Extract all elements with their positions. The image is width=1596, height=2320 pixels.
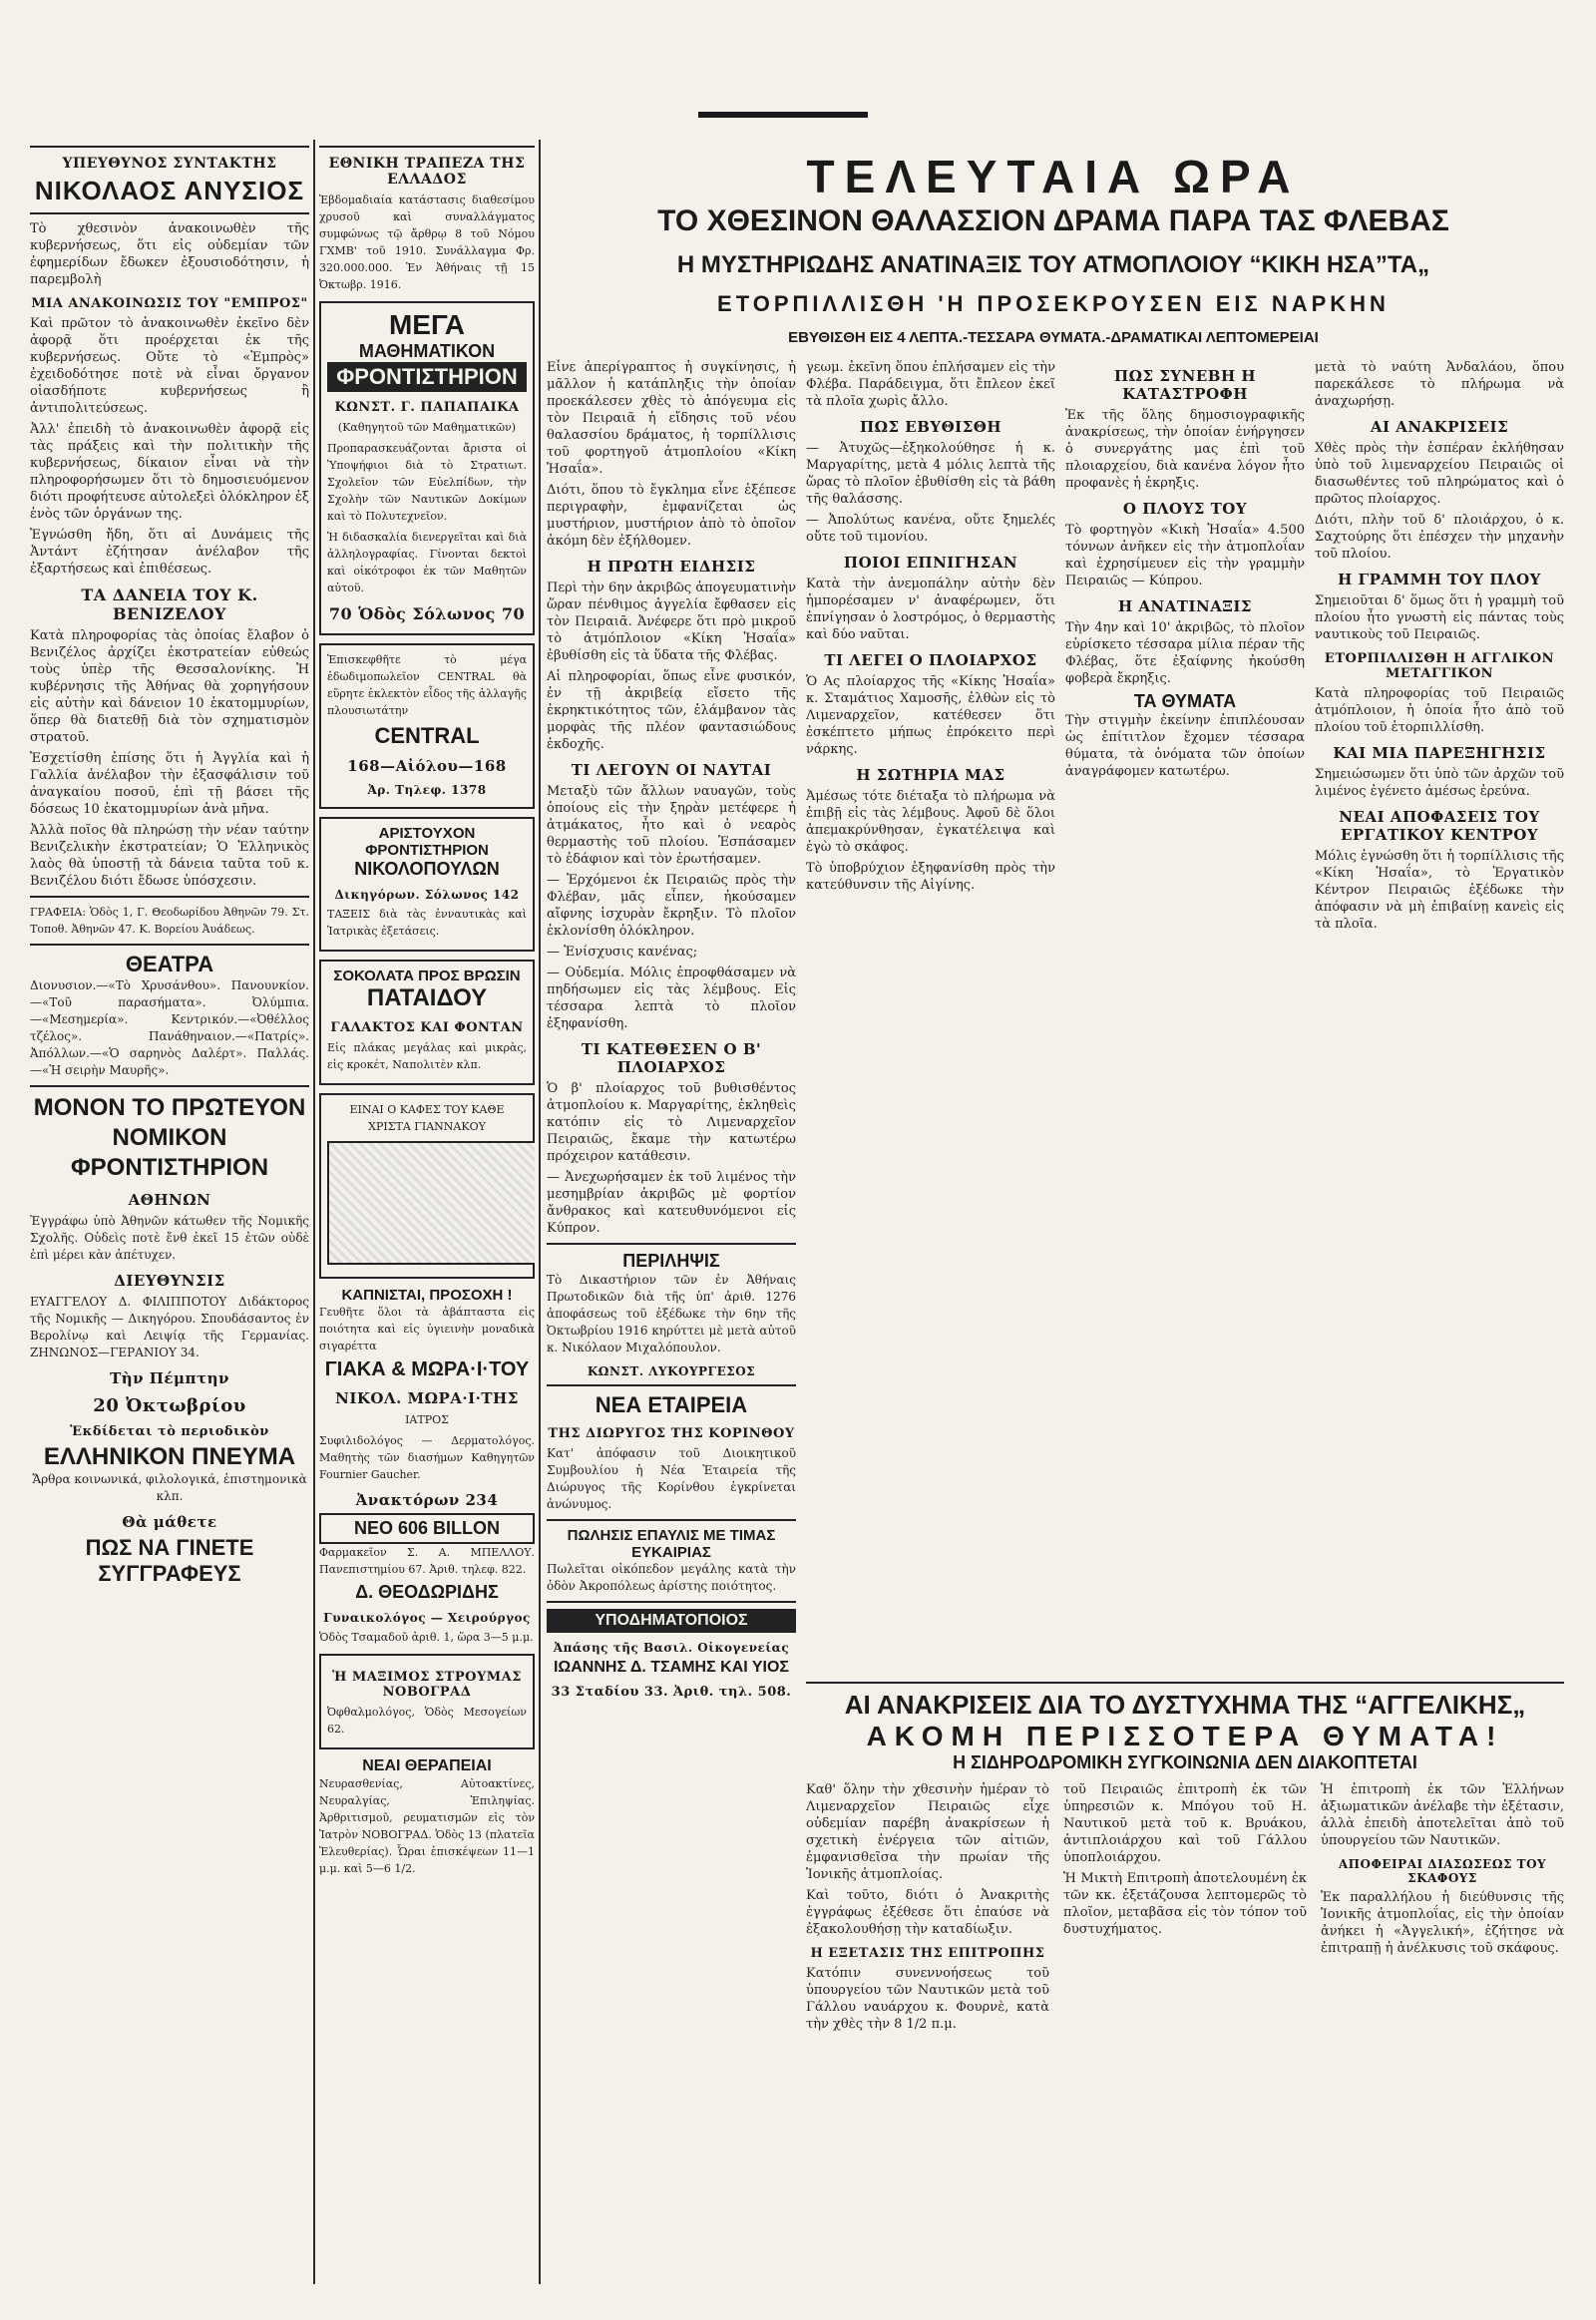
article-paragraph: — Ἀτυχῶς—ἐξηκολούθησε ἡ κ. Μαργαρίτης, μετὰ 4 μόλις λεπτὰ τῆς ὥρας τὸ πλοῖον ἐβυθίσθη εἰς τὰ βάθη τῆς θαλάσσης. (806, 441, 1055, 507)
ad-math-role: (Καθηγητοῦ τῶν Μαθηματικῶν) (337, 421, 517, 434)
ad-day: Τὴν Πέμπτην (110, 1369, 229, 1387)
ad3-address: Δικηγόρων. Σόλωνος 142 (334, 888, 520, 902)
doctor-text: Συφιλιδολόγος — Δερματολόγος. Μαθητὴς τῶν διασήμων Καθηγητῶν Fournier Gaucher. (319, 1434, 535, 1481)
article-paragraph: γεωμ. ἐκεῖνη ὅπου ἐπλήσαμεν εἰς τὴν Φλέβα. Παράδειγμα, ὅτι ἔπλεον ἐκεῖ τὰ πλοῖα χωρὶς ἄλλο. (806, 360, 1055, 409)
section-heading: ΤΙ ΛΕΓΕΙ Ο ΠΛΟΙΑΡΧΟΣ (824, 651, 1037, 669)
section-heading: ΑΠΟΦΕΙΡΑΙ ΔΙΑΣΩΣΕΩΣ ΤΟΥ ΣΚΑΦΟΥΣ (1338, 1857, 1547, 1885)
section-heading: Η ΣΩΤΗΡΙΑ ΜΑΣ (856, 766, 1005, 784)
dentist-role: Γυναικολόγος — Χειρούργος (323, 1611, 531, 1625)
ad-math-address: 70 Ὁδὸς Σόλωνος 70 (328, 604, 526, 623)
section-heading: ΜΙΑ ΑΝΑΚΟΙΝΩΣΙΣ ΤΟΥ "ΕΜΠΡΟΣ" (31, 296, 308, 311)
ad-date: 20 Ὀκτωβρίου (93, 1395, 246, 1416)
bottom-col-3 (1321, 1781, 1564, 2037)
section-heading: ΠΟΙΟΙ ΕΠΝΙΓΗΣΑΝ (843, 554, 1018, 572)
section-heading: ΑΙ ΑΝΑΚΡΙΣΕΙΣ (1370, 418, 1509, 436)
section-heading: ΝΕΑΙ ΑΠΟΦΑΣΕΙΣ ΤΟΥ ΕΡΓΑΤΙΚΟΥ ΚΕΝΤΡΟΥ (1339, 808, 1540, 844)
eye-title: Ἡ ΜΑΞΙΜΟΣ ΣΤΡΟΥΜΑΣ ΝΟΒΟΓΡΑΔ (332, 1670, 522, 1700)
sale-text: Πωλεῖται οἰκόπεδον μεγάλης κατὰ τὴν ὁδὸν Ἀκροπόλεως ἀρίστης ποιότητος. (547, 1562, 796, 1593)
ad-math-line3: ΦΡΟΝΤΙΣΤΗΡΙΟΝ (327, 362, 527, 392)
article-paragraph: Κατὰ τὴν ἀνεμοπάλην αὐτὴν δὲν ἠμπορέσαμεν ν' ἀναφέρωμεν, ὅτι ἐπνίγησαν ὁ λοστρόμος, ὁ θερμαστὴς καὶ δύο ναῦται. (806, 577, 1055, 642)
article-paragraph: Ἡ ἐπιτροπὴ ἐκ τῶν Ἑλλήνων ἀξιωματικῶν ἀνέλαβε τὴν ἐξέτασιν, ἀλλὰ ἐπειδὴ ἀποτελεῖται ἀπὸ τοῦ ὑπουργείου τῶν Ναυτικῶν. (1321, 1782, 1564, 1848)
directors-text: ΕΥΑΓΓΕΛΟΥ Δ. ΦΙΛΙΠΠΟΤΟΥ Διδάκτορος τῆς Νομικῆς — Δικηγόρου. Σπουδάσαντος ἐν Βερολίνῳ καὶ Λειψίᾳ τῆς Γερμανίας. ΖΗΝΩΝΟΣ—ΓΕΡΑΝΙΟΥ 34. (30, 1295, 309, 1359)
section-heading: ΠΩΣ ΕΒΥΘΙΣΘΗ (859, 418, 1002, 436)
bottom-headline1: ΑΙ ΑΝΑΚΡΙΣΕΙΣ ΔΙΑ ΤΟ ΔΥΣΤΥΧΗΜΑ ΤΗΣ “ΑΓΓΕΛΙΚΗΣ„ (844, 1690, 1526, 1720)
article-paragraph: Ἐγνώσθη ἤδη, ὅτι αἱ Δυνάμεις τῆς Ἀντάντ ἐζήτησαν ἀνέλαβον τῆς ἐξαρτήσεως καὶ ἐπιθέσεως. (30, 528, 309, 577)
notice-title: ΠΕΡΙΛΗΨΙΣ (622, 1251, 720, 1271)
shoe-address: 33 Σταδίου 33. Ἀριθ. τηλ. 508. (551, 1685, 792, 1700)
column-4 (806, 359, 1055, 1666)
article-paragraph: Διότι, ὅπου τὸ ἔγκλημα εἶνε ἐξέπεσε περιγραφὴν, ἐμφανίζεται ὡς μυστήριον, μυστήριον ἀπὸ τὸ ὁποῖον ἀκόμη δὲν ἐξήλθομεν. (547, 483, 796, 549)
notice-text: Τὸ Δικαστήριον τῶν ἐν Ἀθήναις Πρωτοδικῶν διὰ τῆς ὑπ' ἀριθ. 1276 ἀποφάσεως τοῦ ἐξέδωκε τὴν 6ην τῆς Ὀκτωβρίου 1916 κηρύττει μὲ μετὰ αὐτοῦ κ. Νικόλαον Μιχαλόπουλον. (547, 1273, 796, 1354)
section-heading: ΠΩΣ ΣΥΝΕΒΗ Η ΚΑΤΑΣΤΡΟΦΗ (1113, 367, 1257, 403)
doctor-role: ΙΑΤΡΟΣ (405, 1413, 449, 1426)
column-divider (539, 140, 541, 2284)
column-2 (319, 140, 535, 2284)
dentist-title: Δ. ΘΕΟΔΩΡΙΔΗΣ (355, 1582, 499, 1602)
editor-label: ΥΠΕΥΘΥΝΟΣ ΣΥΝΤΑΚΤΗΣ (62, 156, 277, 172)
section-heading: ΤΙ ΚΑΤΕΘΕΣΕΝ Ο Β' ΠΛΟΙΑΡΧΟΣ (581, 1040, 762, 1076)
headline-line1: ΤΟ ΧΘΕΣΙΝΟΝ ΘΑΛΑΣΣΙΟΝ ΔΡΑΜΑ ΠΑΡΑ ΤΑΣ ΦΛΕΒΑΣ (657, 204, 1449, 237)
article-paragraph: Αἱ πληροφορίαι, ὅπως εἶνε φυσικόν, ἐν τῇ ἀκριβείᾳ εἴσετο τῆς ἐκρηκτικότητος τῶν, ἐλάμβανον τὰς μορφὰς τῆς πλέον φαντασιώδους ἐκδοχῆς. (547, 669, 796, 752)
article-paragraph: Τὸ φορτηγὸν «Κικὴ Ἡσαΐα» 4.500 τόννων ἀνῆκεν εἰς τὴν ἀτμοπλοΐαν καὶ ἐχρησίμευεν εἰς τὴν γραμμὴν Πειραιῶς — Κύπρου. (1065, 523, 1305, 588)
article-paragraph: — Ἀνεχωρήσαμεν ἐκ τοῦ λιμένος τὴν μεσημβρίαν ἀκριβῶς μὲ φορτίον ἄνθρακος καὶ κατευθυνόμενοι εἰς Κύπρον. (547, 1170, 796, 1236)
article-paragraph: Ἀλλ' ἐπειδὴ τὸ ἀνακοινωθὲν ἀφορᾷ εἰς τὰς πράξεις καὶ τὴν πολιτικὴν τῆς κυβερνήσεως, δίκαιον εἶναι νὰ τὴν πληροφορήσωμεν ὅτι τὸ δημοσιευόμενον διότι προφήτευσε αὐτολεξεὶ ὁλόκληρον ἐξ ἑνὸς τῶν ὀργάνων της. (30, 422, 309, 522)
section-heading: ΤΑ ΔΑΝΕΙΑ ΤΟΥ Κ. ΒΕΝΙΖΕΛΟΥ (81, 585, 258, 623)
article-paragraph: — Ἀπολύτως κανένα, οὔτε ξημελές οὔτε τοῦ τιμονίου. (806, 513, 1055, 545)
ad-cafe (319, 1093, 535, 1279)
article-paragraph: Ὁ β' πλοίαρχος τοῦ βυθισθέντος ἀτμοπλοίου κ. Μαργαρίτης, ἐκληθεὶς κατόπιν εἰς τὸ Λιμεναρχεῖον Πειραιῶς, ἔκαμε τὴν κατωτέρω πρόχειρον κατάθεσιν. (547, 1081, 796, 1164)
ad-math-line1: ΜΕΓΑ (388, 309, 465, 340)
eye-text: Ὀφθαλμολόγος, Ὁδὸς Μεσογείων 62. (327, 1706, 527, 1736)
section-heading: Η ΕΞΕΤΑΣΙΣ ΤΗΣ ΕΠΙΤΡΟΠΗΣ (810, 1946, 1045, 1961)
ad-central (319, 643, 535, 809)
article-paragraph: μετὰ τὸ ναύτη Ἀνδαλάου, ὅπου παρεκάλεσε τὸ πλήρωμα νὰ ἀναχωρήσῃ. (1315, 360, 1564, 409)
ad3-text: ΤΑΞΕΙΣ διὰ τὰς ἐνναυτικὰς καὶ Ἰατρικὰς ἐξετάσεις. (327, 908, 527, 938)
article-paragraph: Ἀμέσως τότε διέταξα τὸ πλήρωμα νὰ ἐπιβῇ εἰς τὰς λέμβους. Ἀφοῦ δὲ ὅλοι ἀπεμακρύνθησαν, ἐγκατέλειψα καὶ ἐγὼ τὸ σκάφος. (806, 789, 1055, 855)
headline-line4: ΕΒΥΘΙΣΘΗ ΕΙΣ 4 ΛΕΠΤΑ.-ΤΕΣΣΑΡΑ ΘΥΜΑΤΑ.-ΔΡΑΜΑΤΙΚΑΙ ΛΕΠΤΟΜΕΡΕΙΑΙ (788, 329, 1319, 346)
column-divider (313, 140, 315, 2284)
column-3 (547, 359, 796, 2284)
choc-title: ΣΟΚΟΛΑΤΑ ΠΡΟΣ ΒΡΩΣΙΝ (333, 967, 521, 984)
section-heading: ΚΑΙ ΜΙΑ ΠΑΡΕΞΗΓΗΣΙΣ (1333, 744, 1546, 762)
article-paragraph: Περὶ τὴν 6ην ἀκριβῶς ἀπογευματινὴν ὥραν πένθιμος ἀγγελία ἔφθασεν εἰς τὸν Πειραιᾶ. Ἀνέφερε ὅτι πρὸ μικροῦ τὸ ἀτμόπλοιον «Κίκη Ἡσαΐα» ἐβυθίσθη εἰς τὰ ὕδατα τῆς Φλέβας. (547, 580, 796, 663)
article-paragraph: — Οὐδεμία. Μόλις ἐπροφθάσαμεν νὰ πηδήσωμεν εἰς τὰς λέμβους. Εἰς τέσσαρα λεπτὰ τὸ πλοῖον ἐξηφανίσθη. (547, 966, 796, 1031)
headline-line2: Η ΜΥΣΤΗΡΙΩΔΗΣ ΑΝΑΤΙΝΑΞΙΣ ΤΟΥ ΑΤΜΟΠΛΟΙΟΥ “ΚΙΚΗ ΗΣΑ”ΤΑ„ (676, 251, 1430, 278)
bank-title: ΕΘΝΙΚΗ ΤΡΑΠΕΖΑ ΤΗΣ ΕΛΛΑΔΟΣ (328, 156, 526, 188)
ad-math-text: Προπαρασκευάζονται ἄριστα οἱ Ὑποψήφιοι διὰ τὸ Στρατιωτ. Σχολεῖον τῶν Εὐελπίδων, τὴν Σχολὴν τῶν Ναυτικῶν Δοκίμων καὶ τὸ Πολυτεχνεῖον. (327, 442, 527, 523)
bank-text: Ἑβδομαδιαία κατάστασις διαθεσίμου χρυσοῦ καὶ συναλλάγματος συμφώνως τῷ ἄρθρῳ 8 τοῦ Νόμου ΓΧΜΒ' τοῦ 1910. Συνάλλαγμα Φρ. 320.000.000. Ἐν Ἀθήναις τῇ 15 Ὀκτωβρ. 1916. (319, 193, 535, 291)
shoe-name: ΙΩΑΝΝΗΣ Δ. ΤΣΑΜΗΣ ΚΑΙ ΥΙΟΣ (553, 1659, 790, 1676)
article-paragraph: Μόλις ἐγνώσθη ὅτι ἡ τορπίλλισις τῆς «Κίκη Ἡσαΐα», τὸ Ἐργατικὸν Κέντρον Πειραιῶς ἐξέδωκε τὴν ἀπόφασιν νὰ μὴ ἐπιβαίνῃ κανεὶς εἰς τὰ πλοῖα. (1315, 849, 1564, 932)
ad-aristouchon (319, 817, 535, 952)
ad-published: Ἐκδίδεται τὸ περιοδικὸν (70, 1424, 269, 1439)
section-heading: Η ΑΝΑΤΙΝΑΞΙΣ (1117, 597, 1253, 615)
choc-sub: ΓΑΛΑΚΤΟΣ ΚΑΙ ΦΟΝΤΑΝ (330, 1020, 524, 1035)
editor-name: ΝΙΚΟΛΑΟΣ ΑΝΥΣΙΟΣ (34, 176, 305, 205)
section-heading: Η ΓΡΑΜΜΗ ΤΟΥ ΠΛΟΥ (1338, 571, 1541, 588)
directors-title: ΔΙΕΥΘΥΝΣΙΣ (114, 1272, 225, 1290)
ad-central-text: Ἐπισκεφθῆτε τὸ μέγα ἐδωδιμοπωλεῖον CENTRAL θὰ εὕρητε ἐκλεκτὸν εἶδος τῆς ἀλλαγῆς πλουσιωτάτην (327, 653, 527, 717)
school-title: ΜΟΝΟΝ ΤΟ ΠΡΩΤΕΥΟΝ ΝΟΜΙΚΟΝ ΦΡΟΝΤΙΣΤΗΡΙΟΝ (33, 1094, 306, 1181)
shoe-title: ΥΠΟΔΗΜΑΤΟΠΟΙΟΣ (547, 1609, 796, 1633)
ad3-name: ΝΙΚΟΛΟΠΟΥΛΩΝ (354, 859, 500, 879)
article-paragraph: Ἡ Μικτὴ Επιτροπὴ ἀποτελουμένη ἐκ τῶν κκ. ἐξετάζουσα λεπτομερῶς τὸ πλοῖον, μεταβᾶσα εἰς τὸν τόπον τοῦ δυστυχήματος. (1063, 1871, 1307, 1937)
ad-math-line2: ΜΑΘΗΜΑΤΙΚΟΝ (358, 341, 496, 361)
article-paragraph: Τὴν στιγμὴν ἐκείνην ἐπιπλέουσαν ὡς ἐπίτιτλον ἔχομεν τέσσαρα θύματα, τὰ ὀνόματα τῶν ὁποίων ἀναγράφομεν κατωτέρω. (1065, 713, 1305, 779)
theatres-title: ΘΕΑΤΡΑ (125, 952, 214, 976)
masthead-rule (698, 112, 868, 118)
doctor-name: ΝΙΚΟΛ. ΜΩΡΑ·Ι·ΤΗΣ (335, 1389, 519, 1407)
column-4b (1065, 359, 1305, 1666)
company-sub: ΤΗΣ ΔΙΩΡΥΓΟΣ ΤΗΣ ΚΟΡΙΝΘΟΥ (548, 1426, 795, 1441)
bottom-col-1 (806, 1781, 1049, 2037)
doctor-title: ΓΙΑΚΑ & ΜΩΡΑ·Ι·ΤΟΥ (324, 1358, 530, 1380)
article-paragraph: Κατόπιν συνεννοήσεως τοῦ ὑπουργείου τῶν Ναυτικῶν μετὰ τοῦ Γάλλου ναυάρχου κ. Φουρνὲ, κατὰ τὴν χθὲς τὴν 8 1/2 π.μ. (806, 1966, 1049, 2032)
article-paragraph: Σημειώσωμεν ὅτι ὑπὸ τῶν ἀρχῶν τοῦ λιμένος ἐγένετο ἀμέσως ἐρεύνα. (1315, 767, 1564, 799)
cafe-illustration (327, 1141, 535, 1265)
ad-chocolate (319, 960, 535, 1085)
bottom-columns (806, 1781, 1564, 2037)
ad-math-school (319, 301, 535, 635)
article-paragraph: Ἐσχετίσθη ἐπίσης ὅτι ἡ Ἀγγλία καὶ ἡ Γαλλία ἀνέλαβον τὴν ἐξασφάλισιν τοῦ ἀναγκαίου ποσοῦ, ἐπὶ τῇ βάσει τῆς δόσεως 10 ἑκατομμυρίων ἀνὰ μῆνα. (30, 751, 309, 817)
bottom-ad: ΠΩΣ ΝΑ ΓΙΝΕΤΕ ΣΥΓΓΡΑΦΕΥΣ (85, 1535, 254, 1586)
choc-text: Εἰς πλάκας μεγάλας καὶ μικρὰς, εἰς κροκέτ, Ναπολιτὲν κλπ. (327, 1041, 527, 1071)
article-paragraph: Καὶ τοῦτο, διότι ὁ Ἀνακριτὴς ἐγγράφως ἐξέθεσε ὅτι ἐπαύσε νὰ ἐξακολουθήσῃ τὴν καταδίωξιν. (806, 1888, 1049, 1937)
section-heading: Ο ΠΛΟΥΣ ΤΟΥ (1122, 500, 1248, 518)
section-heading: ΤΙ ΛΕΓΟΥΝ ΟΙ ΝΑΥΤΑΙ (571, 761, 772, 779)
article-paragraph: Μεταξὺ τῶν ἄλλων ναυαγῶν, τοὺς ὁποίους εἰς τὴν ξηρὰν μετέφερε ἡ ἀτμάκατος, ἦτο καὶ ὁ νεαρὸς θερμαστὴς τοῦ πλοίου. Ἐσπάσαμεν τὸ ἐδάφιον καὶ τὸν ἐρωτήσαμεν. (547, 784, 796, 867)
article-paragraph: Κατὰ πληροφορίας τοῦ Πειραιῶς ἀτμόπλοιον, ἡ ὁποία ἦτο ἀπὸ τοῦ πλοίου τοῦ ἐτορπιλλίσθη. (1315, 686, 1564, 735)
doctor-address: Ἀνακτόρων 234 (355, 1491, 499, 1509)
section-heading: Η ΠΡΩΤΗ ΕΙΔΗΣΙΣ (587, 558, 756, 576)
shoe-text: Ἀπάσης τῆς Βασιλ. Οἰκογενείας (553, 1641, 790, 1655)
magazine-sub: Θὰ μάθετε (122, 1513, 217, 1531)
article-paragraph: Διότι, πλὴν τοῦ δ' πλοιάρχου, ὁ κ. Σαχτούρης ὅτι ἐπέσχεν τὴν μηχανὴν τοῦ πλοίου. (1315, 513, 1564, 562)
smoker-title: ΚΑΠΝΙΣΤΑΙ, ΠΡΟΣΟΧΗ ! (341, 1287, 513, 1304)
bottom-headline3: Η ΣΙΔΗΡΟΔΡΟΜΙΚΗ ΣΥΓΚΟΙΝΩΝΙΑ ΔΕΝ ΔΙΑΚΟΠΤΕΤΑΙ (953, 1752, 1417, 1772)
ad-eye (319, 1654, 535, 1749)
school-city: ΑΘΗΝΩΝ (128, 1191, 211, 1209)
ad-math-text2: Ἡ διδασκαλία διενεργεῖται καὶ διὰ ἀλληλογραφίας. Γίνονται δεκτοὶ καὶ οἰκότροφοι ἐκ τῶν Μαθητῶν αὐτοῦ. (327, 531, 527, 594)
article-paragraph: Ἐκ παραλλήλου ἡ διεύθυνσις τῆς Ἰονικῆς ἀτμοπλοΐας, εἰς τὴν ὁποίαν ἀνήκει ἡ «Ἀγγελική», ἐζήτησε νὰ ἐπιτραπῇ ἡ ἀνέλκυσις τοῦ σκάφους. (1321, 1890, 1564, 1956)
article-paragraph: Καὶ πρῶτον τὸ ἀνακοινωθὲν ἐκεῖνο δὲν ἀφορᾷ ὅτι προέρχεται ἐκ τῆς κυβερνήσεως. Οὔτε τὸ «Ἐμπρὸς» ἐχειδοδότησε ποτὲ νὰ εἶναι ὄργανον οἱασδήποτε κυβερνήσεως ἢ ἀντιπολιτεύσεως. (30, 316, 309, 416)
victims-title: ΤΑ ΘΥΜΑΤΑ (1133, 691, 1237, 711)
magazine-title: ΕΛΛΗΝΙΚΟΝ ΠΝΕΥΜΑ (43, 1443, 296, 1470)
article-paragraph: Κατὰ πληροφορίας τὰς ὁποίας ἔλαβον ὁ Βενιζέλος ἀρχίζει ἐκστρατείαν εὐθεώς τοὺς ὑπὲρ τῆς Θεσσαλονίκης. Ἡ κυβέρνησις τῆς Ἀθήνας θὰ χορηγήσουν εἰς αὐτὴν καὶ δάνειον 10 ἑκατομμυρίων, ὅπερ θὰ διατεθῇ διὰ τὸν σχηματισμὸν στρατοῦ. (30, 628, 309, 745)
column-5 (1315, 359, 1564, 1666)
theatres-list: Διονυσιον.—«Τὸ Χρυσάνθου». Πανουνκίον.—«Τοῦ παρασήματα». Ὀλύμπια.—«Μεσημερία». Κεντρικόν.—«Ὀθέλλος τζέλος». Πανάθηναιον.—«Πατρίς». Ἀπόλλων.—«Ὁ σαρηνὸς Δαλέρτ». Παλλάς.—«Ἡ σειρὴν Μαυρῆς». (30, 978, 309, 1077)
article-paragraph: Τὸ ὑποβρύχιον ἐξηφανίσθη πρὸς τὴν κατεύθυνσιν τῆς Αἰγίνης. (806, 861, 1055, 893)
cafe-text: ΕΙΝΑΙ Ο ΚΑΦΕΣ ΤΟΥ ΚΑΘΕ ΧΡΙΣΤΑ ΓΙΑΝΝΑΚΟΥ (349, 1103, 505, 1133)
article-paragraph: Καθ' ὅλην τὴν χθεσινὴν ἡμέραν τὸ Λιμεναρχεῖον Πειραιῶς εἶχε οὐδεμίαν παρέβη ἀνακρίσεων ἡ σχετικὴ ἐνέργεια τῶν αἰτιῶν, ἐμφανισθεῖσα τὴν πρωίαν τῆς Ἰονικῆς ἀτμοπλοίας. (806, 1782, 1049, 1882)
column-1 (30, 140, 309, 2284)
article-paragraph: — Ἐνίσχυσις κανένας; (547, 945, 698, 960)
therapy-title: ΝΕΑΙ ΘΕΡΑΠΕΙΑΙ (362, 1757, 492, 1774)
article-paragraph: Χθὲς πρὸς τὴν ἑσπέραν ἐκλήθησαν ὑπὸ τοῦ λιμεναρχείου Πειραιῶς οἱ διασωθέντες τοῦ πληρώματος καὶ ὁ πρῶτος πλοίαρχος. (1315, 441, 1564, 507)
headline-line3: ΕΤΟΡΠΙΛΛΙΣΘΗ 'Η ΠΡΟΣΕΚΡΟΥΣΕΝ ΕΙΣ ΝΑΡΚΗΝ (717, 291, 1390, 316)
bottom-headline2: ΑΚΟΜΗ ΠΕΡΙΣΣΟΤΕΡΑ ΘΥΜΑΤΑ! (866, 1721, 1504, 1751)
company-text: Κατ' ἀπόφασιν τοῦ Διοικητικοῦ Συμβουλίου ἡ Νέα Ἑταιρεία τῆς Διώρυγος τῆς Κορίνθου ἐγκρίνεται ἀνώνυμος. (547, 1446, 796, 1511)
pharmacy-text: Φαρμακεῖον Σ. Α. ΜΠΕΛΛΟΥ. Πανεπιστημίου 67. Ἀριθ. τηλεφ. 822. (319, 1546, 535, 1576)
ad-math-name: ΚΩΝΣΤ. Γ. ΠΑΠΑΠΑΙΚΑ (334, 400, 520, 415)
billon-ad: ΝΕΟ 606 BILLON (319, 1513, 535, 1544)
ad-central-title: CENTRAL (374, 723, 480, 748)
section-heading: ΕΤΟΡΠΙΛΛΙΣΘΗ Η ΑΓΓΛΙΚΟΝ ΜΕΤΑΓΓΙΚΟΝ (1324, 651, 1555, 681)
sale-title: ΠΩΛΗΣΙΣ ΕΠΑΥΛΙΣ ΜΕ ΤΙΜΑΣ ΕΥΚΑΙΡΙΑΣ (567, 1527, 776, 1561)
article-paragraph: Τὴν 4ην καὶ 10' ἀκριβῶς, τὸ πλοῖον εὑρίσκετο τέσσαρα μίλια πέραν τῆς Φλέβας, ὅτε ἐξαίφνης ἠκούσθη φοβερὰ ἔκρηξις. (1065, 620, 1305, 686)
article-paragraph: τοῦ Πειραιῶς ἐπιτροπὴ ἐκ τῶν ὑπηρεσιῶν κ. Μπόγου τοῦ Η. Ναυτικοῦ μετὰ τοῦ κ. Βρυάκου, ἀντιπλοιάρχου καὶ τοῦ Γάλλου ὑποπλοιάρχου. (1063, 1782, 1307, 1865)
article-paragraph: Σημειοῦται δ' ὅμως ὅτι ἡ γραμμὴ τοῦ πλοίου ἦτο γνωστὴ εἰς πάντας τοὺς ναυτικοὺς τοῦ Πειραιῶς. (1315, 593, 1564, 642)
ad-central-address: 168—Αἰόλου—168 (347, 757, 507, 775)
ad3-title: ΑΡΙΣΤΟΥΧΟΝ ΦΡΟΝΤΙΣΤΗΡΙΟΝ (365, 825, 489, 859)
article-paragraph: Ὁ Ας πλοίαρχος τῆς «Κίκης Ἡσαΐα» κ. Σταμάτιος Χαμοσῆς, ἐλθὼν εἰς τὸ Λιμεναρχεῖον, κατέθεσεν ὅτι ἐσκέπτετο μήπως ἐπρόκειτο περὶ νάρκης. (806, 674, 1055, 757)
address-note: ΓΡΑΦΕΙΑ: Ὁδὸς 1, Γ. Θεοδωρίδου Ἀθηνῶν 79. Στ. Τοποθ. Ἀθηνῶν 47. Κ. Βορείου Ἀυάδεως. (30, 906, 309, 936)
smoker-text: Γευθῆτε ὅλοι τὰ ἀβάπταστα εἰς ποιότητα καὶ εἰς ὑγιεινὴν μοναδικὰ σιγαρέττα (319, 1306, 535, 1353)
school-text: Ἐγγράφω ὑπὸ Ἀθηνῶν κάτωθεν τῆς Νομικῆς Σχολῆς. Οὐδεὶς ποτὲ ἔνθ ἐκεῖ 15 ἐτῶν οὐδὲ ἐπὶ μέρει κὰν ἀπέτυχεν. (30, 1214, 309, 1262)
bottom-col-2 (1063, 1781, 1307, 2037)
notice-sign: ΚΩΝΣΤ. ΛΥΚΟΥΡΓΕΣΟΣ (587, 1364, 756, 1378)
choc-brand: ΠΑΤΑΙΔΟΥ (366, 984, 488, 1011)
article-paragraph: Τὸ χθεσινὸν ἀνακοινωθὲν τῆς κυβερνήσεως, ὅτι εἰς οὐδεμίαν τῶν ἐφημερίδων ἔδωκεν ἐξουσιοδότησιν, ἡ παρεμβολὴ (30, 221, 309, 287)
magazine-desc: Ἄρθρα κοινωνικά, φιλολογικά, ἐπιστημονικὰ κλπ. (32, 1472, 307, 1503)
article-paragraph: Εἶνε ἀπερίγραπτος ἡ συγκίνησις, ἡ μᾶλλον ἡ κατάπληξις τὴν ὁποίαν προεκάλεσεν χθὲς τὸ ἀπόγευμα εἰς τὸν Πειραιᾶ ἡ εἴδησις τοῦ νέου θαλασσίου δράματος, ἡ τορπίλλισις τοῦ φορτηγοῦ ἀτμοπλοίου «Κίκη Ἡσαΐα». (547, 360, 796, 477)
bottom-article (806, 1676, 1564, 2284)
article-paragraph: — Ἐρχόμενοι ἐκ Πειραιῶς πρὸς τὴν Φλέβαν, μᾶς εἶπεν, ἠκούσαμεν αἴφνης ἰσχυρὰν ἔκρηξιν. Τὸ πλοῖον ἐκλονίσθη ὁλόκληρον. (547, 873, 796, 939)
article-paragraph: Ἐκ τῆς ὅλης δημοσιογραφικῆς ἀνακρίσεως, τὴν ὁποίαν ἐνήργησεν ὁ συνεργάτης μας ἐπὶ τοῦ πλοιαρχείου, διὰ κανένα λόγον ἦτο προφανὲς ἡ ἐκρηξις. (1065, 408, 1305, 491)
dentist-address: Ὁδὸς Τσαμαδοῦ ἀριθ. 1, ὥρα 3—5 μ.μ. (319, 1631, 534, 1644)
therapy-text: Νευρασθενίας, Αὐτοακτίνες, Νευραλγίας, Ἐπιληψίας. Ἀρθριτισμοῦ, ρευματισμῶν εἰς τὸν Ἰατρὸν ΝΟΒΟΓΡΑΔ. Ὁδὸς 13 (πλατεῖα Ἐλευθερίας). Ὧραι ἐπισκέψεων 11—1 μ.μ. καὶ 5—6 1/2. (319, 1777, 535, 1875)
article-paragraph: Ἀλλὰ ποῖος θὰ πληρώσῃ τὴν νέαν ταύτην Βενιζελικὴν ἐκστρατείαν; Ὁ Ἑλληνικὸς λαὸς θὰ ὑποστῇ τὰ δάνεια ταῦτα τοῦ κ. Βενιζέλου διότι ἔδωσε ὑπόσχεσιν. (30, 823, 309, 889)
company-title: ΝΕΑ ΕΤΑΙΡΕΙΑ (595, 1392, 748, 1417)
ad-central-phone: Ἀρ. Τηλεφ. 1378 (367, 783, 487, 797)
headline-main: ΤΕΛΕΥΤΑΙΑ ΩΡΑ (806, 151, 1301, 202)
